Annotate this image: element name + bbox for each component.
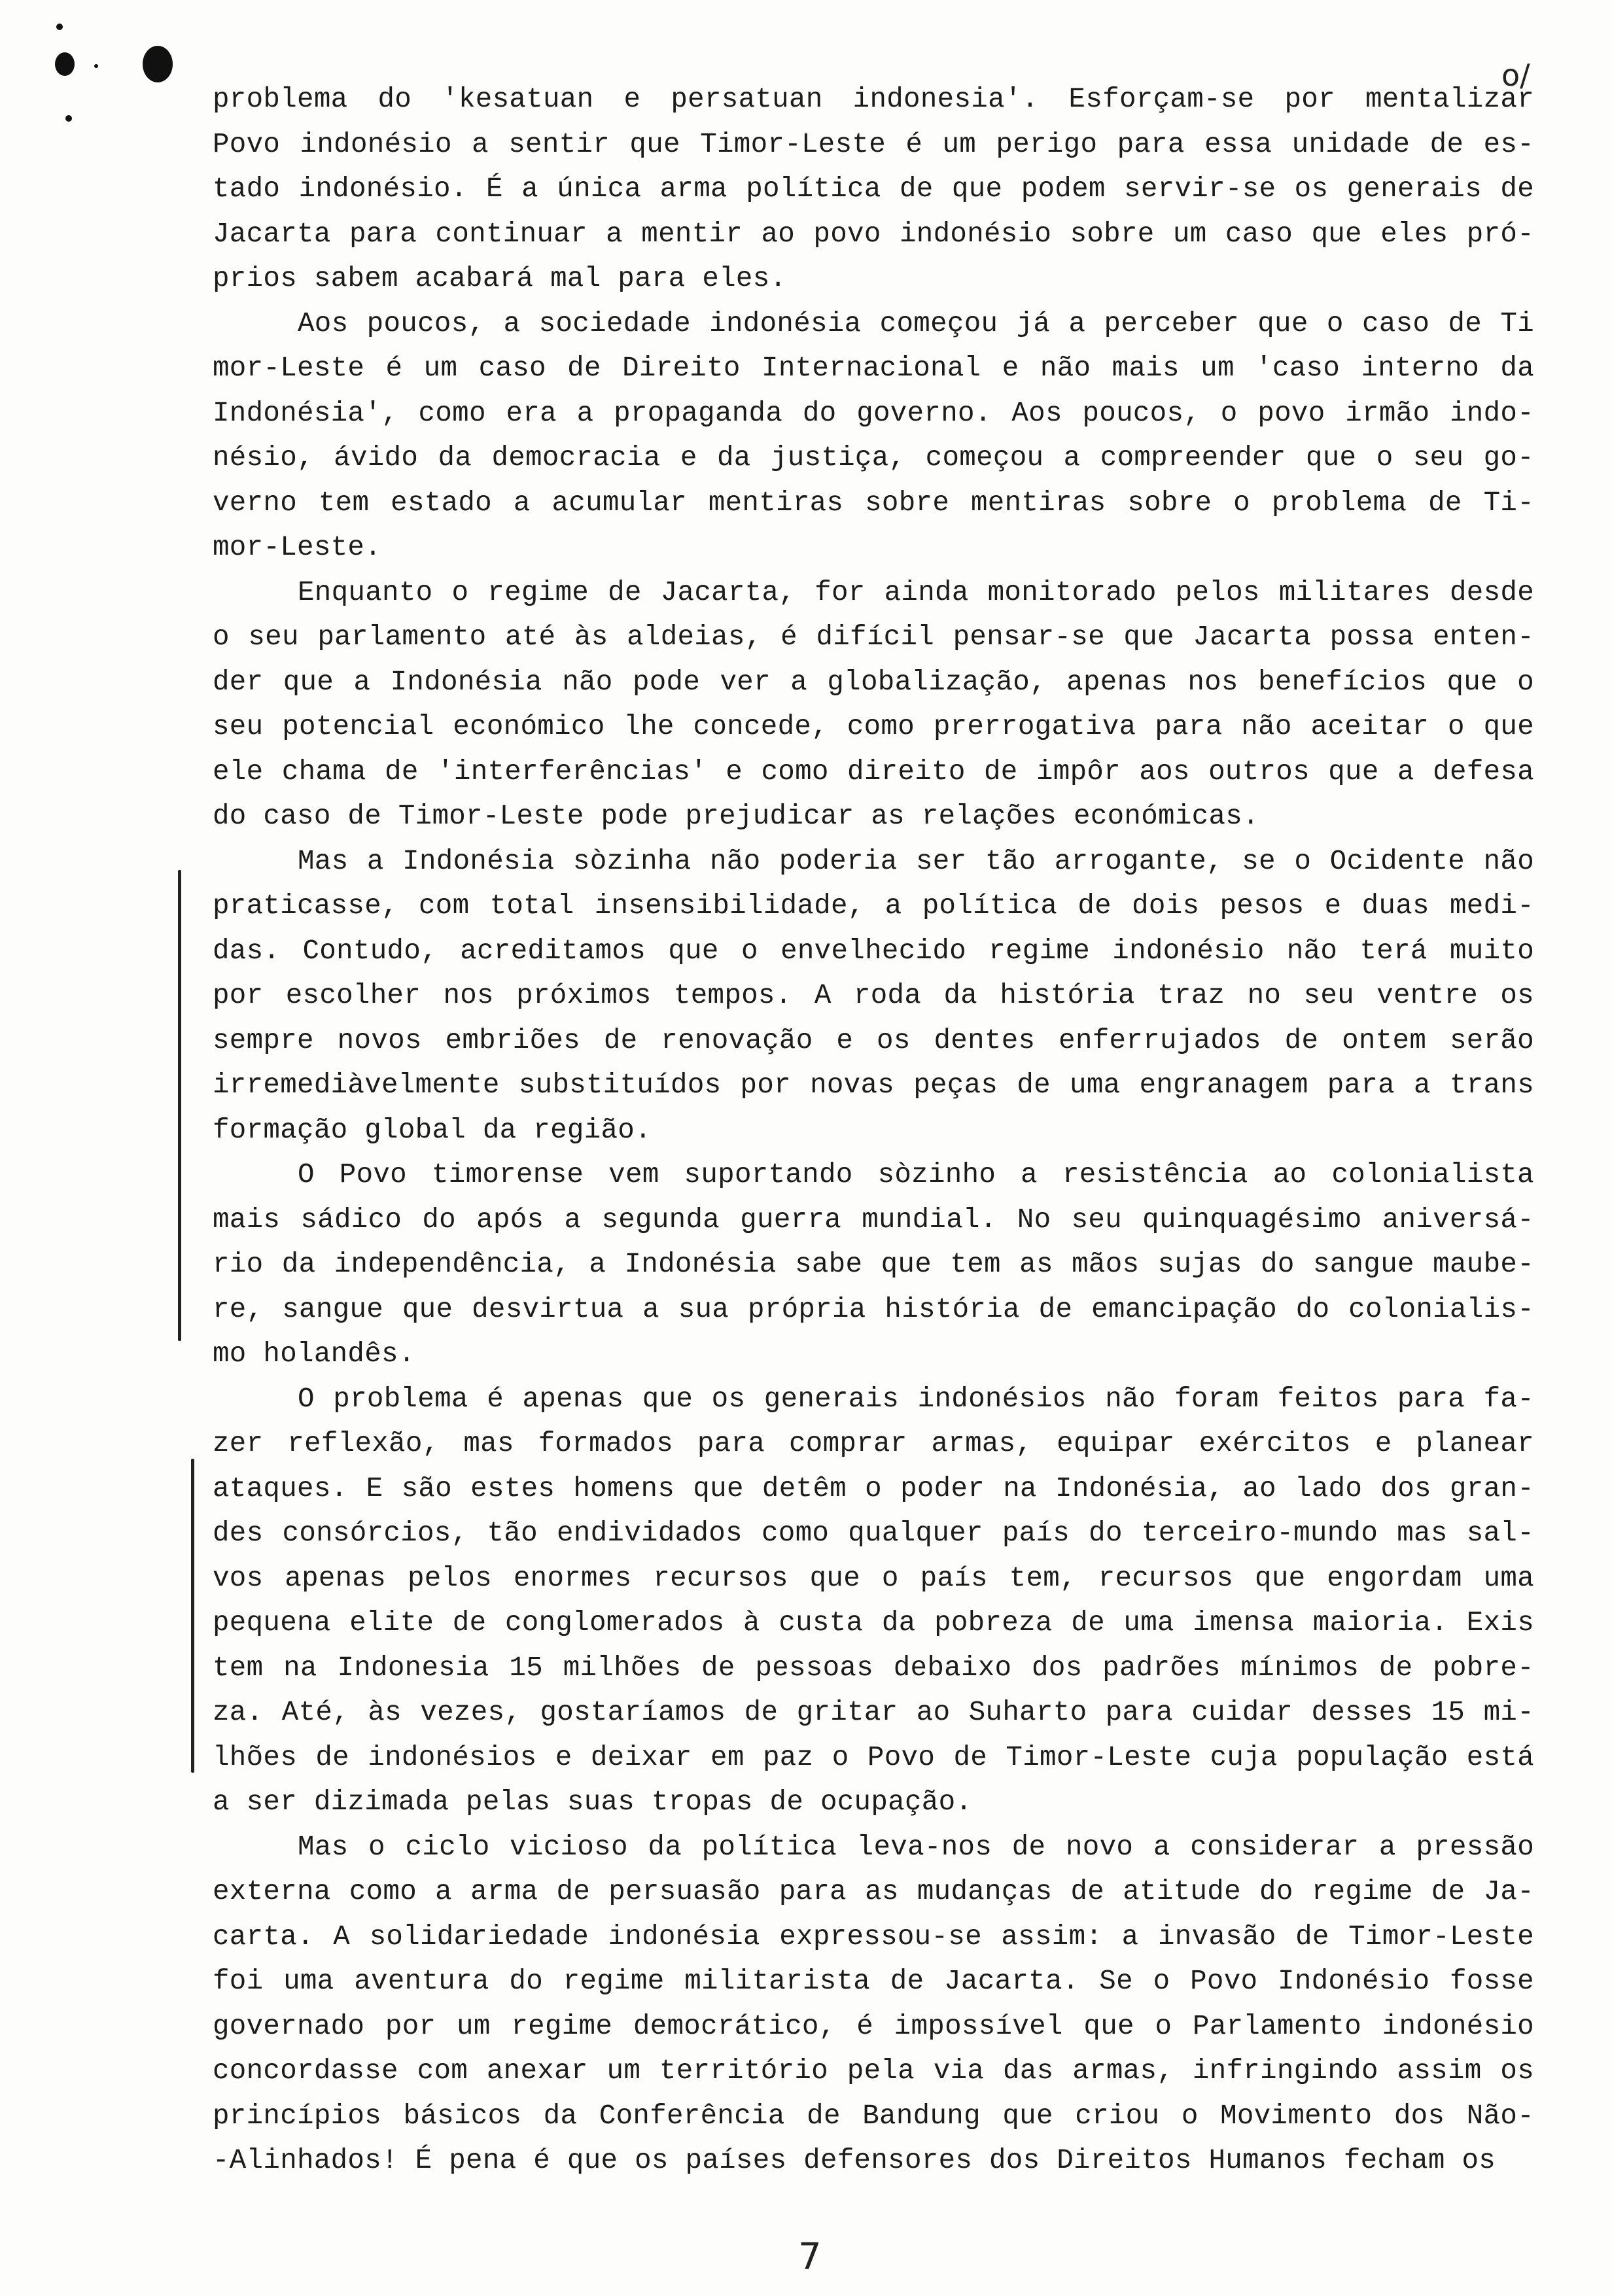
text-line: a ser dizimada pelas suas tropas de ocupação. [213,1786,973,1818]
text-line: Jacarta para continuar a mentir ao povo indonésio sobre um caso que eles pró- [213,218,1534,250]
text-line: das. Contudo, acreditamos que o envelhecido regime indonésio não terá muito [213,935,1534,967]
text-line: verno tem estado a acumular mentiras sobre mentiras sobre o problema de Ti- [213,487,1534,519]
text-line: formação global da região. [213,1114,652,1146]
text-line: lhões de indonésios e deixar em paz o Povo de Timor-Leste cuja população está [213,1741,1534,1773]
text-line: externa como a arma de persuasão para as mudanças de atitude do regime de Ja- [213,1876,1534,1907]
text-line: mo holandês. [213,1338,415,1370]
text-line: re, sangue que desvirtua a sua própria história de emancipação do colonialis- [213,1293,1534,1325]
text-line: za. Até, às vezes, gostaríamos de gritar ao Suharto para cuidar desses 15 mi- [213,1697,1534,1728]
page-number: 7 [798,2236,822,2278]
margin-sideline [191,1459,194,1773]
corner-annotation: o/ [1501,58,1530,93]
text-line: ele chama de 'interferências' e como direito de impôr aos outros que a defesa [213,756,1534,788]
text-line: o seu parlamento até às aldeias, é difícil pensar-se que Jacarta possa enten- [213,621,1534,653]
text-line: tem na Indonesia 15 milhões de pessoas debaixo dos padrões mínimos de pobre- [213,1652,1534,1684]
text-line: mor-Leste é um caso de Direito Internacional e não mais um 'caso interno da [213,353,1534,384]
text-line: der que a Indonésia não pode ver a globalização, apenas nos benefícios que o [213,666,1534,698]
text-line: foi uma aventura do regime militarista de Jacarta. Se o Povo Indonésio fosse [213,1966,1534,1997]
text-line: seu potencial económico lhe concede, como prerrogativa para não aceitar o que [213,711,1534,742]
text-line: mor-Leste. [213,532,382,563]
text-line: tado indonésio. É a única arma política de que podem servir-se os generais de [213,173,1534,205]
text-line: des consórcios, tão endividados como qualquer país do terceiro-mundo mas sal- [213,1518,1534,1549]
text-line: Povo indonésio a sentir que Timor-Leste é um perigo para essa unidade de es- [213,128,1534,160]
text-line: pequena elite de conglomerados à custa da pobreza de uma imensa maioria. Exis [213,1607,1534,1639]
text-line: Mas a Indonésia sòzinha não poderia ser tão arrogante, se o Ocidente não [298,845,1534,877]
text-line: problema do 'kesatuan e persatuan indonesia'. Esforçam-se por mentalizar [213,84,1534,115]
text-line: Aos poucos, a sociedade indonésia começou já a perceber que o caso de Ti [298,307,1534,339]
punch-hole-mark [143,46,173,82]
text-line: praticasse, com total insensibilidade, a política de dois pesos e duas medi- [213,890,1534,922]
text-line: do caso de Timor-Leste pode prejudicar as relações económicas. [213,801,1259,832]
text-line: sempre novos embriões de renovação e os dentes enferrujados de ontem serão [213,1024,1534,1056]
punch-hole-mark [65,115,72,122]
text-line: ataques. E são estes homens que detêm o poder na Indonésia, ao lado dos gran- [213,1472,1534,1505]
punch-hole-mark [55,52,75,76]
text-line: zer reflexão, mas formados para comprar armas, equipar exércitos e planear [213,1428,1534,1459]
text-line: princípios básicos da Conferência de Bandung que criou o Movimento dos Não- [213,2100,1534,2132]
text-line: Mas o ciclo vicioso da política leva-nos de novo a considerar a pressão [298,1831,1534,1863]
text-line: -Alinhados! É pena é que os países defensores dos Direitos Humanos fecham os [213,2145,1496,2176]
punch-hole-mark [56,24,63,30]
text-line: carta. A solidariedade indonésia expressou-se assim: a invasão de Timor-Leste [213,1921,1534,1953]
punch-hole-mark [94,64,98,68]
text-line: irremediàvelmente substituídos por novas peças de uma engranagem para a trans [213,1070,1534,1101]
text-line: por escolher nos próximos tempos. A roda da história traz no seu ventre os [213,980,1534,1011]
text-line: mais sádico do após a segunda guerra mundial. No seu quinquagésimo aniversá- [213,1204,1534,1236]
text-line: concordasse com anexar um território pela via das armas, infringindo assim os [213,2055,1534,2087]
text-line: O problema é apenas que os generais indonésios não foram feitos para fa- [298,1383,1534,1415]
text-line: Enquanto o regime de Jacarta, for ainda monitorado pelos militares desde [298,576,1534,608]
text-line: Indonésia', como era a propaganda do governo. Aos poucos, o povo irmão indo- [213,397,1534,429]
margin-sideline [178,870,181,1341]
text-line: vos apenas pelos enormes recursos que o país tem, recursos que engordam uma [213,1562,1534,1594]
text-line: prios sabem acabará mal para eles. [213,263,787,294]
text-line: O Povo timorense vem suportando sòzinho a resistência ao colonialista [298,1159,1534,1191]
text-line: rio da independência, a Indonésia sabe que tem as mãos sujas do sangue maube- [213,1249,1534,1280]
text-line: nésio, ávido da democracia e da justiça, começou a compreender que o seu go- [213,442,1534,474]
text-line: governado por um regime democrático, é impossível que o Parlamento indonésio [213,2010,1534,2042]
